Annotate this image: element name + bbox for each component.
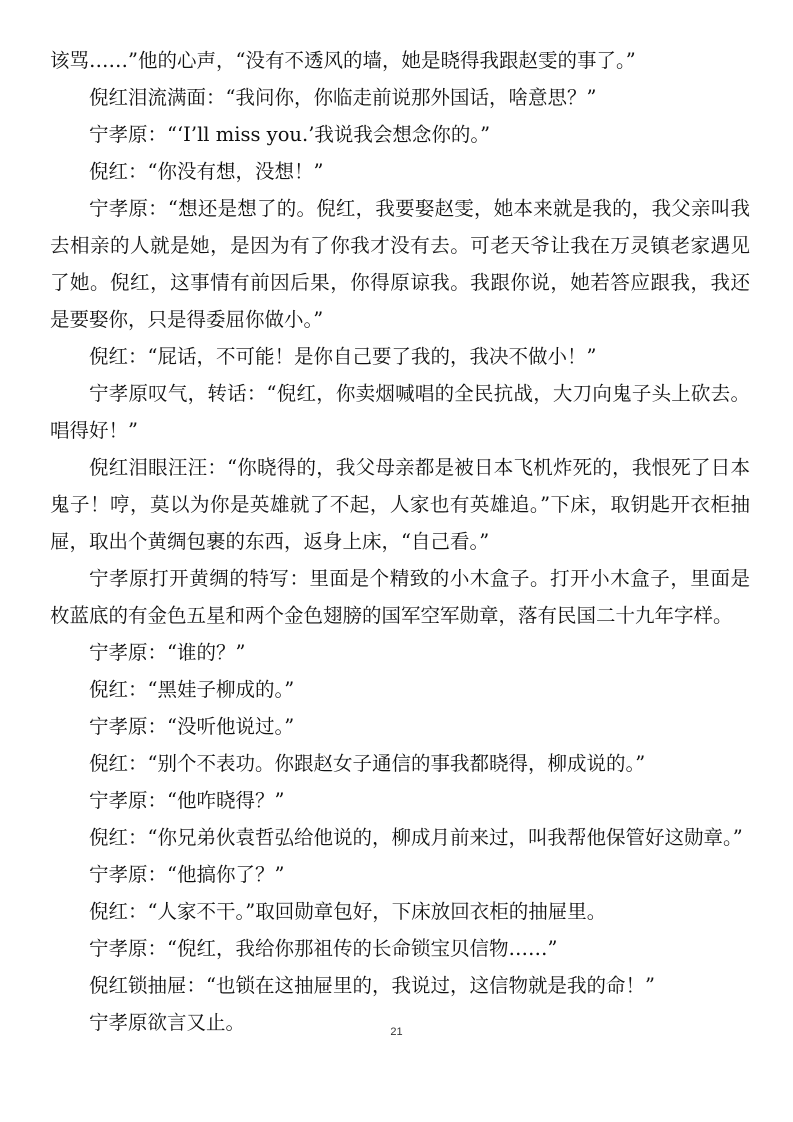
paragraph: 宁孝原打开黄绸的特写：里面是个精致的小木盒子。打开小木盒子，里面是枚蓝底的有金色五星和两个金色翅膀的国军空军勋章，落有民国二十九年字样。 [50, 567, 750, 627]
body-text [50, 42, 750, 1041]
paragraph: 倪红：“屁话，不可能！是你自己要了我的，我决不做小！” [89, 345, 597, 368]
paragraph: 倪红：“黑娃子柳成的。” [89, 678, 295, 701]
paragraph: 宁孝原：“‘I’ll miss you.’我说我会想念你的。” [89, 123, 491, 146]
paragraph: 倪红：“你没有想，没想！” [89, 160, 324, 183]
paragraph: 宁孝原：“谁的？” [89, 641, 246, 664]
paragraph: 倪红泪流满面：“我问你，你临走前说那外国话，啥意思？” [89, 86, 597, 109]
paragraph: 宁孝原：“倪红，我给你那祖传的长命锁宝贝信物……” [89, 937, 558, 960]
paragraph: 宁孝原：“想还是想了的。倪红，我要娶赵雯，她本来就是我的，我父亲叫我去相亲的人就是她，是因为有了你我才没有去。可老天爷让我在万灵镇老家遇见了她。倪红，这事情有前因后果，你得原谅我。我跟你说，她若答应跟我，我还是要娶你，只是得委屈你做小。” [50, 197, 750, 331]
paragraph: 倪红：“你兄弟伙袁哲弘给他说的，柳成月前来过，叫我帮他保管好这勋章。” [89, 826, 743, 849]
paragraph: 倪红：“人家不干。”取回勋章包好，下床放回衣柜的抽屉里。 [89, 900, 607, 923]
paragraph: 该骂……”他的心声，“没有不透风的墙，她是晓得我跟赵雯的事了。” [50, 49, 636, 72]
page-number: 21 [390, 1026, 403, 1038]
paragraph: 倪红：“别个不表功。你跟赵女子通信的事我都晓得，柳成说的。” [89, 752, 646, 775]
paragraph: 宁孝原叹气，转话：“倪红，你卖烟喊唱的全民抗战，大刀向鬼子头上砍去。唱得好！” [50, 382, 750, 442]
paragraph: 倪红锁抽屉：“也锁在这抽屉里的，我说过，这信物就是我的命！” [89, 974, 655, 997]
paragraph: 宁孝原：“他搞你了？” [89, 863, 285, 886]
paragraph: 宁孝原：“他咋晓得？” [89, 789, 285, 812]
paragraph: 倪红泪眼汪汪：“你晓得的，我父母亲都是被日本飞机炸死的，我恨死了日本鬼子！哼，莫以为你是英雄就了不起，人家也有英雄追。”下床，取钥匙开衣柜抽屉，取出个黄绸包裹的东西，返身上床，“自己看。” [50, 456, 750, 553]
paragraph: 宁孝原欲言又止。 [89, 1011, 246, 1034]
paragraph: 宁孝原：“没听他说过。” [89, 715, 295, 738]
